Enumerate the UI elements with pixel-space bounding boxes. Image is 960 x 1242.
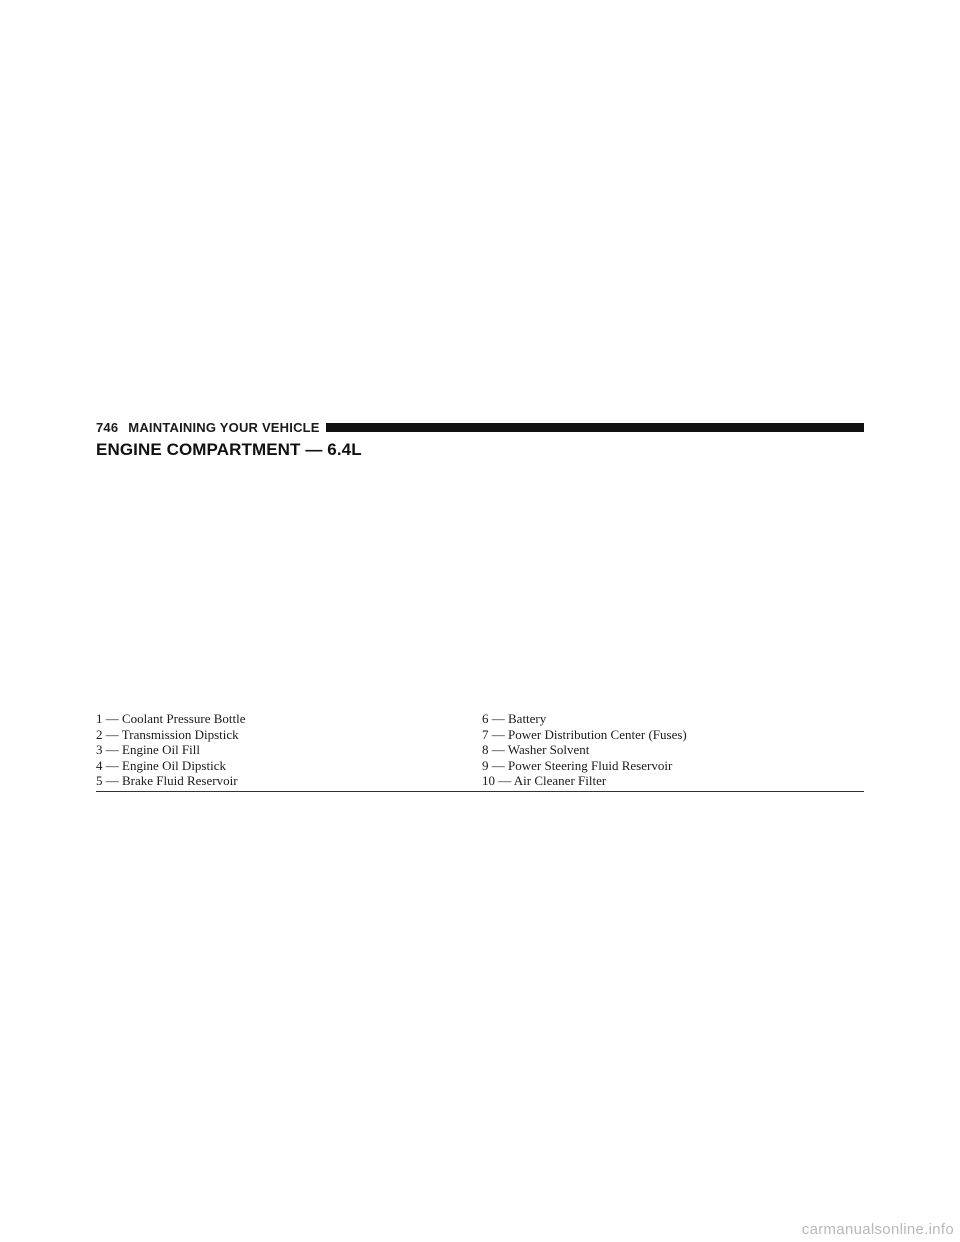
section-name: MAINTAINING YOUR VEHICLE — [128, 419, 320, 435]
legend-item: 2 — Transmission Dipstick — [96, 726, 239, 742]
figure-legend — [96, 711, 864, 789]
legend-rule — [96, 791, 864, 792]
legend-item: 10 — Air Cleaner Filter — [482, 773, 607, 788]
running-header — [96, 418, 864, 436]
legend-column-left — [96, 711, 482, 789]
legend-item: 7 — Power Distribution Center (Fuses) — [482, 726, 687, 742]
page-title: ENGINE COMPARTMENT — 6.4L — [96, 440, 362, 459]
legend-item: 8 — Washer Solvent — [482, 742, 590, 757]
figure-area — [96, 470, 864, 706]
legend-item: 3 — Engine Oil Fill — [96, 742, 200, 757]
legend-item: 9 — Power Steering Fluid Reservoir — [482, 757, 673, 773]
legend-item: 6 — Battery — [482, 711, 547, 726]
watermark: carmanualsonline.info — [801, 1221, 954, 1238]
header-rule — [326, 423, 864, 432]
legend-item: 4 — Engine Oil Dipstick — [96, 757, 226, 773]
legend-item: 5 — Brake Fluid Reservoir — [96, 773, 238, 788]
legend-column-right — [482, 711, 864, 789]
page-number: 746 — [96, 419, 119, 435]
legend-item: 1 — Coolant Pressure Bottle — [96, 711, 246, 726]
